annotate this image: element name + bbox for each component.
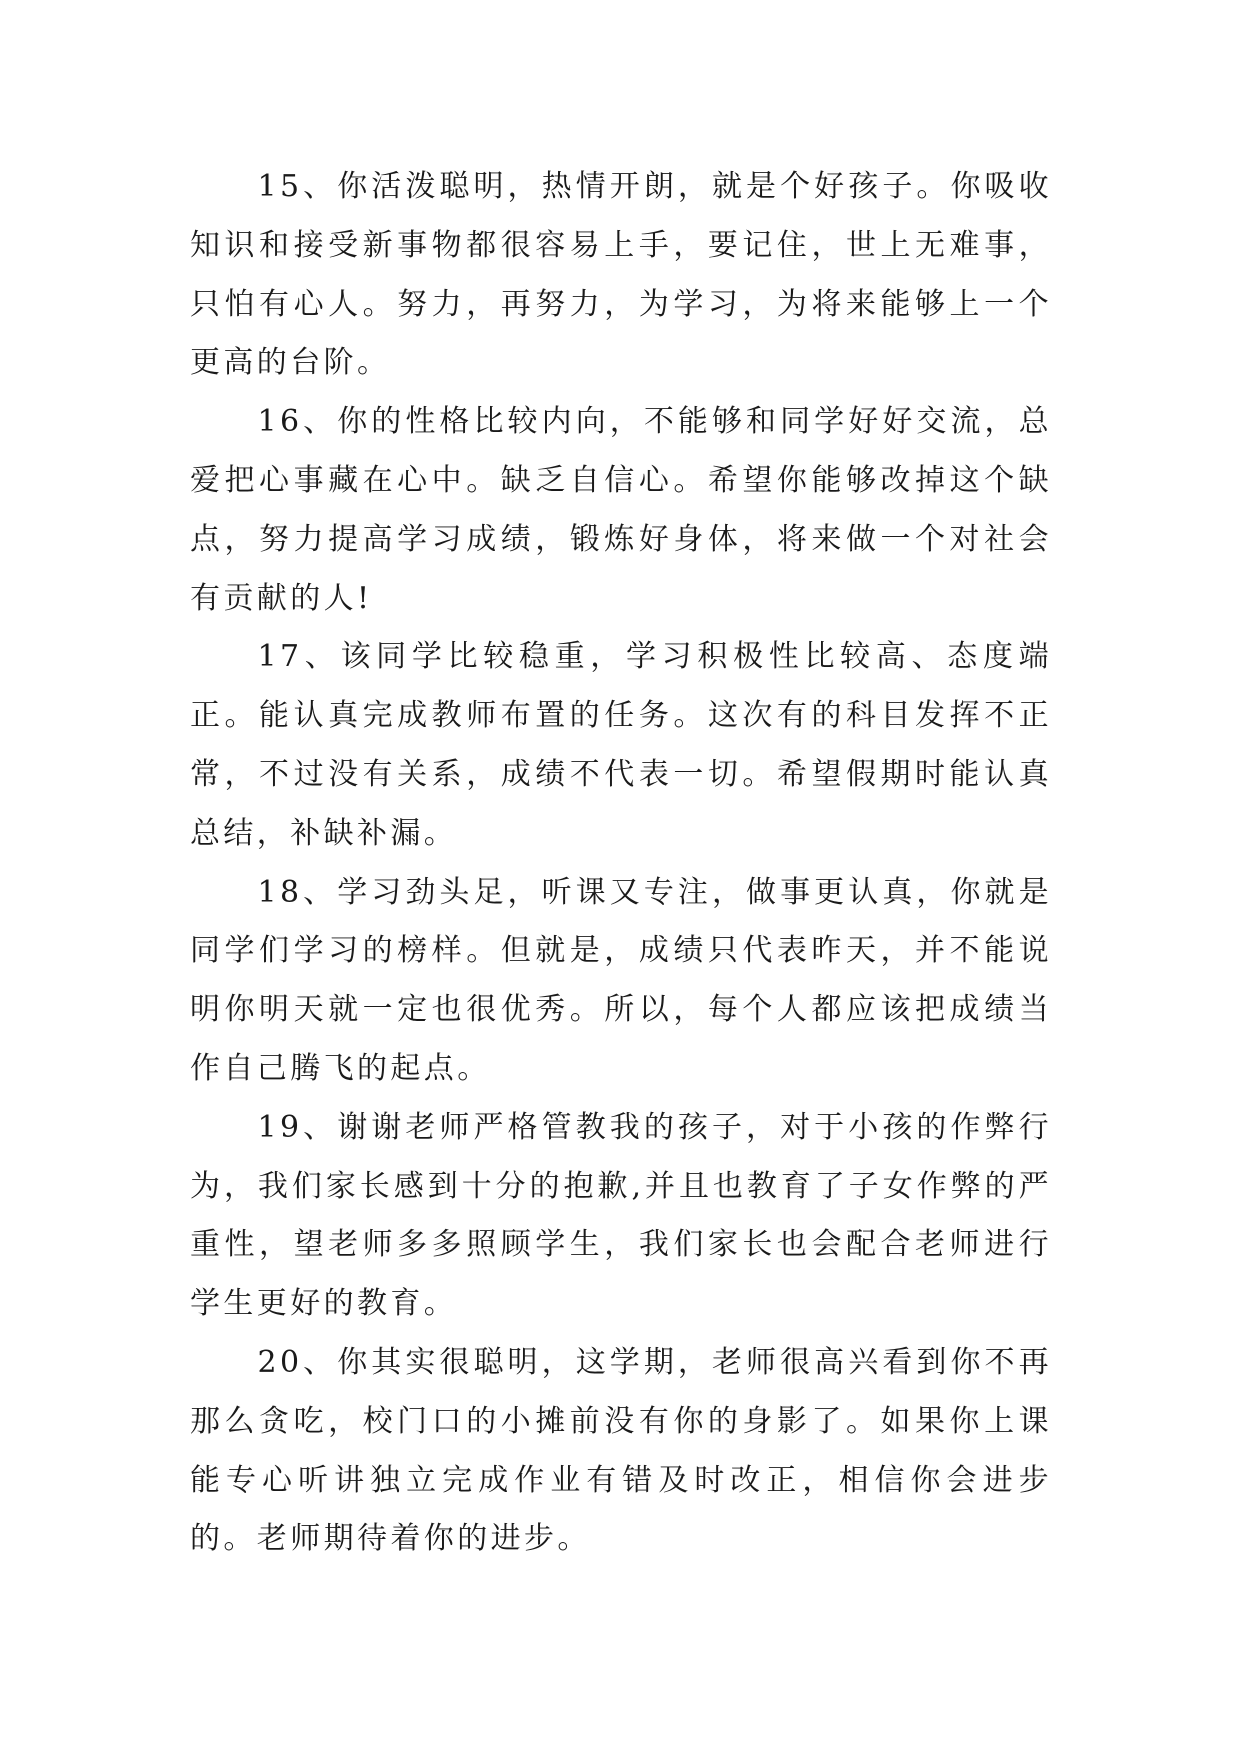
paragraph-19: 19、谢谢老师严格管教我的孩子，对于小孩的作弊行为，我们家长感到十分的抱歉,并且也教育了子女作弊的严重性，望老师多多照顾学生，我们家长也会配合老师进行学生更好的教育。	[190, 1109, 1052, 1322]
paragraph-17: 17、该同学比较稳重，学习积极性比较高、态度端正。能认真完成教师布置的任务。这次有的科目发挥不正常，不过没有关系，成绩不代表一切。希望假期时能认真总结，补缺补漏。	[190, 639, 1052, 851]
document-body	[190, 158, 1052, 1569]
paragraph-16: 16、你的性格比较内向，不能够和同学好好交流，总爱把心事藏在心中。缺乏自信心。希望你能够改掉这个缺点，努力提高学习成绩，锻炼好身体，将来做一个对社会有贡献的人!	[190, 404, 1052, 616]
paragraph-18: 18、学习劲头足，听课又专注，做事更认真，你就是同学们学习的榜样。但就是，成绩只代表昨天，并不能说明你明天就一定也很优秀。所以，每个人都应该把成绩当作自己腾飞的起点。	[190, 874, 1052, 1086]
paragraph-20: 20、你其实很聪明，这学期，老师很高兴看到你不再那么贪吃，校门口的小摊前没有你的身影了。如果你上课能专心听讲独立完成作业有错及时改正，相信你会进步的。老师期待着你的进步。	[190, 1344, 1052, 1557]
paragraph-15: 15、你活泼聪明，热情开朗，就是个好孩子。你吸收知识和接受新事物都很容易上手，要记住，世上无难事，只怕有心人。努力，再努力，为学习，为将来能够上一个更高的台阶。	[190, 169, 1052, 381]
